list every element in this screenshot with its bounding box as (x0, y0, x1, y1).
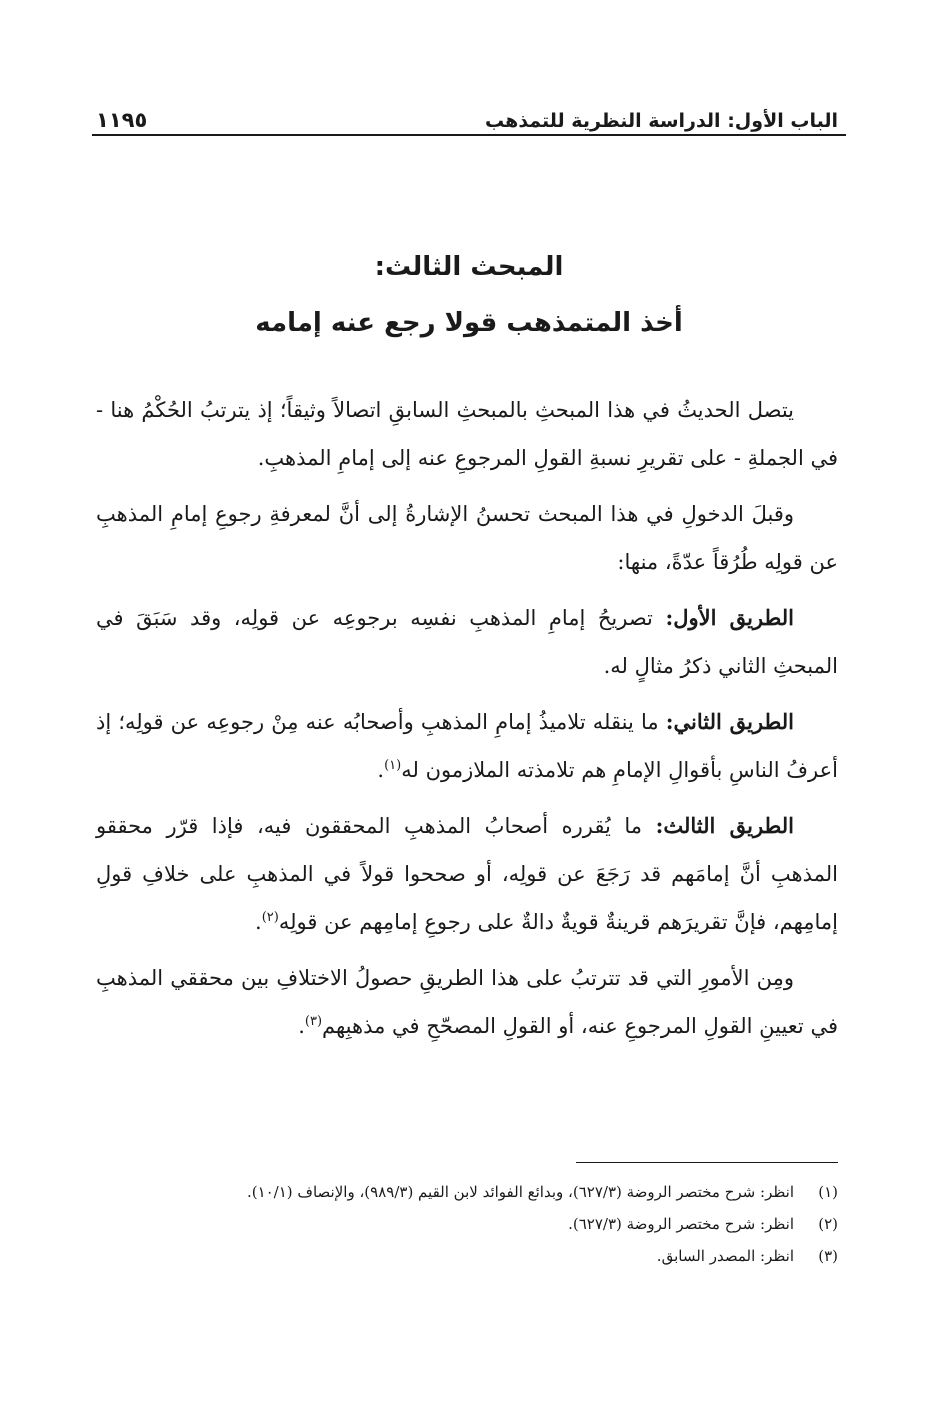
paragraph-lead: الطريق الثالث: (655, 813, 794, 838)
footnote-ref[interactable]: (٢) (261, 910, 279, 925)
paragraph-text: ما ينقله تلاميذُ إمامِ المذهبِ وأصحابُه عنه مِنْ رجوعِه عن قولِه؛ إذ أعرفُ الناسِ بأقوالِ الإمامِ هم تلامذته الملازمون له (96, 710, 838, 782)
body-text (96, 386, 838, 1058)
paragraph-method-2: الطريق الثاني: ما ينقله تلاميذُ إمامِ المذهبِ وأصحابُه عنه مِنْ رجوعِه عن قولِه؛ إذ أعرفُ الناسِ بأقوالِ الإمامِ هم تلامذته الملازمون له$^{(١)}$. (96, 709, 838, 782)
paragraph-lead: الطريق الأول: (665, 605, 794, 630)
paragraph-intro (96, 386, 838, 482)
footnote-item (96, 1208, 838, 1240)
running-title: الباب الأول: الدراسة النظرية للتمذهب (485, 110, 838, 132)
footnotes (96, 1176, 838, 1272)
footnote-item (96, 1176, 838, 1208)
footnote-number: (٣) (818, 1247, 838, 1265)
footnote-text: انظر: المصدر السابق. (656, 1247, 794, 1265)
paragraph-method-3: الطريق الثالث: ما يُقرره أصحابُ المذهبِ المحققون فيه، فإذا قرّر محققو المذهبِ أنَّ إمامَهم قد رَجَعَ عن قولِه، أو صححوا قولاً في المذهبِ على خلافِ قولِ إمامِهم، فإنَّ تقريرَهم قرينةٌ قويةٌ دالةٌ على رجوعِ إمامِهم عن قولِه$^{(٢)}$. (96, 813, 838, 934)
footnote-divider (576, 1162, 838, 1163)
footnote-text: انظر: شرح مختصر الروضة (٦٢٧/٣). (568, 1215, 794, 1233)
paragraph-text: ومِن الأمورِ التي قد تترتبُ على هذا الطريقِ حصولُ الاختلافِ بين محققي المذهبِ في تعيينِ القولِ المرجوعِ عنه، أو القولِ المصحّحِ في مذهبِهم (96, 966, 838, 1038)
footnote-number: (٢) (818, 1215, 838, 1233)
paragraph-consequence: ومِن الأمورِ التي قد تترتبُ على هذا الطريقِ حصولُ الاختلافِ بين محققي المذهبِ في تعيينِ القولِ المرجوعِ عنه، أو القولِ المصحّحِ في مذهبِهم$^{(٣)}$. (96, 966, 838, 1038)
footnote-item (96, 1240, 838, 1272)
paragraph-text: تصريحُ إمامِ المذهبِ نفسِه برجوعِه عن قولِه، وقد سَبَقَ في المبحثِ الثاني ذكرُ مثالٍ له. (96, 606, 838, 678)
page-header (96, 92, 838, 132)
section-heading: المبحث الثالث: (374, 252, 564, 282)
paragraph-method-1 (96, 594, 838, 690)
section-title: أخذ المتمذهب قولا رجع عنه إمامه (255, 308, 683, 338)
paragraph-text: يتصل الحديثُ في هذا المبحثِ بالمبحثِ السابقِ اتصالاً وثيقاً؛ إذ يترتبُ الحُكْمُ هنا - في الجملةِ - على تقريرِ نسبةِ القولِ المرجوعِ عنه إلى إمامِ المذهبِ. (96, 398, 838, 470)
footnote-number: (١) (818, 1183, 838, 1201)
footnote-text: انظر: شرح مختصر الروضة (٦٢٧/٣)، وبدائع الفوائد لابن القيم (٩٨٩/٣)، والإنصاف (١٠/١). (246, 1183, 794, 1201)
header-divider (92, 134, 846, 136)
page-number: ١١٩٥ (96, 108, 148, 132)
paragraph-lead: الطريق الثاني: (665, 709, 794, 734)
footnote-ref[interactable]: (١) (384, 758, 402, 773)
footnote-ref[interactable]: (٣) (304, 1014, 323, 1029)
paragraph-text: ما يُقرره أصحابُ المذهبِ المحققون فيه، فإذا قرّر محققو المذهبِ أنَّ إمامَهم قد رَجَعَ عن قولِه، أو صححوا قولاً في المذهبِ على خلافِ قولِ إمامِهم، فإنَّ تقريرَهم قرينةٌ قويةٌ دالةٌ على رجوعِ إمامِهم عن قولِه (96, 814, 838, 934)
paragraph-text: وقبلَ الدخولِ في هذا المبحث تحسنُ الإشارةُ إلى أنَّ لمعرفةِ رجوعِ إمامِ المذهبِ عن قولِه طُرُقاً عدّةً، منها: (96, 502, 838, 574)
paragraph-methods (96, 490, 838, 586)
